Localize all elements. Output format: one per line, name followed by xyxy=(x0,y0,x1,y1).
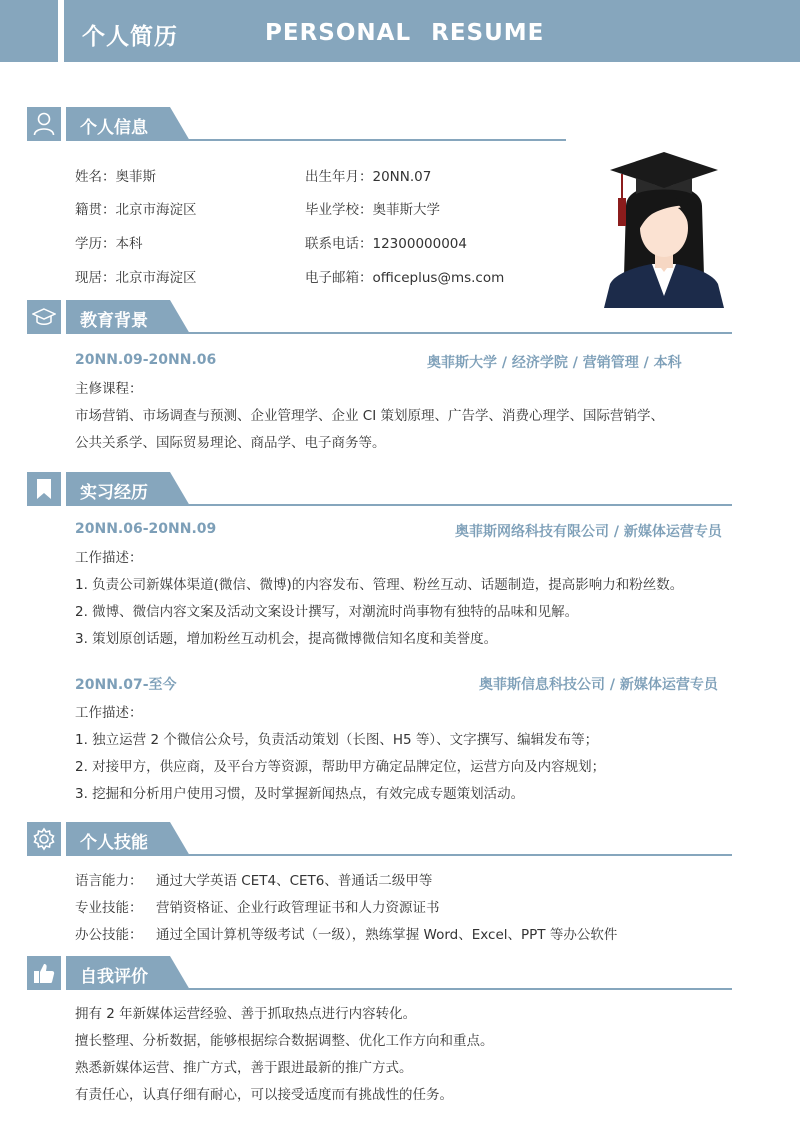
section-header-education xyxy=(66,300,196,334)
header-left-block xyxy=(0,0,58,62)
internship-period: 20NN.07-至今 xyxy=(75,677,177,693)
graduation-cap-icon xyxy=(27,300,61,334)
resume-title-cn: 个人简历 xyxy=(82,24,178,50)
courses-label: 主修课程： xyxy=(75,381,143,397)
section-title-evaluation: 自我评价 xyxy=(80,967,148,987)
section-divider xyxy=(186,504,732,506)
name-field: 姓名：奥菲斯 xyxy=(75,169,156,185)
internship-company: 奥菲斯网络科技有限公司 / 新媒体运营专员 xyxy=(455,524,722,540)
evaluation-line: 有责任心，认真仔细有耐心，可以接受适度而有挑战性的任务。 xyxy=(75,1087,453,1103)
work-desc-item: 2. 对接甲方，供应商，及平台方等资源，帮助甲方确定品牌定位，运营方向及内容规划； xyxy=(75,759,606,775)
residence-field: 现居：北京市海淀区 xyxy=(75,270,197,286)
resume-title-en xyxy=(265,20,564,46)
section-header-internship xyxy=(66,472,196,506)
work-desc-item: 1. 负责公司新媒体渠道(微信、微博)的内容发布、管理、粉丝互动、话题制造，提高影响力和粉丝数。 xyxy=(75,577,684,593)
section-title-personal: 个人信息 xyxy=(80,118,148,138)
section-divider xyxy=(186,139,566,141)
skill-label: 专业技能： xyxy=(75,900,143,916)
avatar-graduate-icon xyxy=(600,148,728,310)
skill-label: 办公技能： xyxy=(75,927,143,943)
evaluation-line: 拥有 2 年新媒体运营经验、善于抓取热点进行内容转化。 xyxy=(75,1006,417,1022)
internship-company: 奥菲斯信息科技公司 / 新媒体运营专员 xyxy=(479,677,718,693)
section-divider xyxy=(186,854,732,856)
school-field: 毕业学校：奥菲斯大学 xyxy=(305,202,440,218)
work-desc-item: 1. 独立运营 2 个微信公众号，负责活动策划（长图、H5 等）、文字撰写、编辑发布等； xyxy=(75,732,599,748)
section-divider xyxy=(186,988,732,990)
birth-field: 出生年月：20NN.07 xyxy=(305,169,432,185)
resume-title-en-2: RESUME xyxy=(431,20,545,46)
evaluation-line: 熟悉新媒体运营、推广方式，善于跟进最新的推广方式。 xyxy=(75,1060,413,1076)
section-header-evaluation xyxy=(66,956,196,990)
evaluation-line: 擅长整理、分析数据，能够根据综合数据调整、优化工作方向和重点。 xyxy=(75,1033,494,1049)
work-desc-label: 工作描述： xyxy=(75,705,143,721)
email-field: 电子邮箱：officeplus@ms.com xyxy=(305,270,505,286)
courses-line: 公共关系学、国际贸易理论、商品学、电子商务等。 xyxy=(75,435,386,451)
phone-field: 联系电话：12300000004 xyxy=(305,236,467,252)
section-header-skills xyxy=(66,822,196,856)
skill-value: 通过大学英语 CET4、CET6、普通话二级甲等 xyxy=(156,873,433,889)
gear-icon xyxy=(27,822,61,856)
degree-field: 学历：本科 xyxy=(75,236,143,252)
work-desc-item: 3. 挖掘和分析用户使用习惯，及时掌握新闻热点，有效完成专题策划活动。 xyxy=(75,786,525,802)
thumbs-up-icon xyxy=(27,956,61,990)
section-title-internship: 实习经历 xyxy=(80,483,148,503)
origin-field: 籍贯：北京市海淀区 xyxy=(75,202,197,218)
section-header-personal xyxy=(66,107,196,141)
education-school-info: 奥菲斯大学 / 经济学院 / 营销管理 / 本科 xyxy=(427,355,682,371)
resume-title-en-1: PERSONAL xyxy=(265,20,412,46)
work-desc-item: 2. 微博、微信内容文案及活动文案设计撰写，对潮流时尚事物有独特的品味和见解。 xyxy=(75,604,579,620)
skill-value: 营销资格证、企业行政管理证书和人力资源证书 xyxy=(156,900,440,916)
section-title-skills: 个人技能 xyxy=(80,833,148,853)
work-desc-label: 工作描述： xyxy=(75,550,143,566)
bookmark-icon xyxy=(27,472,61,506)
internship-period: 20NN.06-20NN.09 xyxy=(75,521,217,537)
work-desc-item: 3. 策划原创话题，增加粉丝互动机会，提高微博微信知名度和美誉度。 xyxy=(75,631,498,647)
skill-label: 语言能力： xyxy=(75,873,143,889)
skill-value: 通过全国计算机等级考试（一级），熟练掌握 Word、Excel、PPT 等办公软件 xyxy=(156,927,618,943)
section-title-education: 教育背景 xyxy=(80,311,148,331)
education-period: 20NN.09-20NN.06 xyxy=(75,352,217,368)
person-icon xyxy=(27,107,61,141)
courses-line: 市场营销、市场调查与预测、企业管理学、企业 CI 策划原理、广告学、消费心理学、国际营销学、 xyxy=(75,408,664,424)
section-divider xyxy=(186,332,732,334)
